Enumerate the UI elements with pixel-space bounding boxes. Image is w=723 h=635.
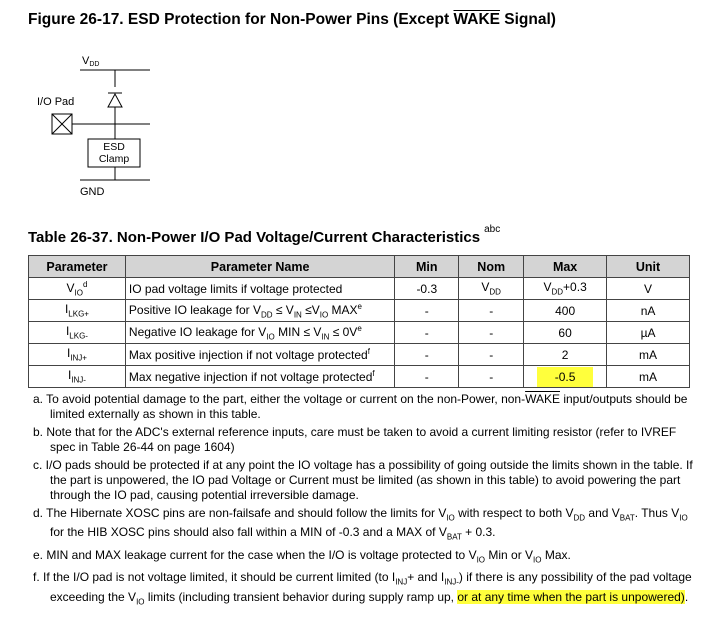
min-cell: - [395,366,459,388]
table-row [29,344,690,366]
unit-cell: µA [607,322,690,344]
parameter-name-cell: Negative IO leakage for $V_{IO}$ MIN ≤ $V_{IN} \le 0V^e$ [125,322,394,344]
unit-cell: nA [607,300,690,322]
min-cell: - [395,344,459,366]
parameter-cell: $I_{INJ+}$ [29,344,126,366]
esd-clamp-label-line1: ESD [103,141,125,153]
footnote: d. The Hibernate XOSC pins are non-failsafe and should follow the limits for $V_{IO}$ with respect to both $V_{DD}$ and $V_{BAT}$. Thus $V_{IO}$ for the HIB XOSC pins should also fall within a MIN of -0.3 and a MAX of $V_{BAT} + 0.3$. [33,506,688,542]
header-unit: Unit [607,256,690,278]
header-max: Max [524,256,607,278]
unit-cell: mA [607,366,690,388]
gnd-label: GND [80,186,105,198]
footnote: e. MIN and MAX leakage current for the case when the I/O is voltage protected to $V_{IO}$ Min or $V_{IO}$ Max. [33,547,571,565]
max-cell [524,366,607,388]
footnote: c. I/O pads should be protected if at any point the IO voltage has a possibility of going outside the limits shown in the table. If the part is unpowered, the IO pad Voltage or Current must be limited (as shown in this table) to avoid powering the part through the IO pad, causing potential irreversible damage. [33,458,693,502]
parameter-name-cell: Max positive injection if not voltage protected$^f$ [125,344,394,366]
header-parameter: Parameter [29,256,126,278]
max-cell: 60 [524,322,607,344]
table-row [29,300,690,322]
parameter-cell: $I_{INJ-}$ [29,366,126,388]
nom-cell: - [459,300,524,322]
esd-clamp-label-line2: Clamp [98,153,130,165]
nom-cell: - [459,322,524,344]
header-nom: Nom [459,256,524,278]
max-cell: $V_{DD}+0.3$ [524,278,607,300]
parameter-name-cell: Max negative injection if not voltage protected$^f$ [125,366,394,388]
footnote: b. Note that for the ADC's external reference inputs, care must be taken to avoid a current limiting resistor (refer to IVREF spec in Table 26-44 on page 1604) [33,425,677,454]
footnote: f. If the I/O pad is not voltage limited, it should be current limited (to $I_{INJ}+$ and $I_{INJ-}$) if there is any possibility of the pad voltage exceeding the $V_{IO}$ limits (including transient behavior during supply ramp up, or at any time when the part is unpowered). [33,570,692,606]
header-min: Min [395,256,459,278]
figure-title: Figure 26-17. ESD Protection for Non-Power Pins (Except WAKE Signal) [28,11,556,28]
esd-protection-diagram [0,44,200,204]
footnote: a. To avoid potential damage to the part, either the voltage or current on the non-Power, non-WAKE input/outputs should be limited externally as shown in this table. [33,392,688,421]
nom-cell: - [459,344,524,366]
table-title: Table 26-37. Non-Power I/O Pad Voltage/Current Characteristics $^{abc}$ [28,224,501,246]
parameter-cell: $V_{IO}^d$ [29,278,126,300]
table-row [29,278,690,300]
io-pad-label: I/O Pad [37,96,75,108]
parameter-cell: $I_{LKG+}$ [29,300,126,322]
unit-cell: mA [607,344,690,366]
nom-cell: - [459,366,524,388]
parameter-cell: $I_{LKG-}$ [29,322,126,344]
unit-cell: V [607,278,690,300]
max-cell: 400 [524,300,607,322]
highlighted-max-value: -0.5 [537,367,594,387]
table-row [29,366,690,388]
table-notes [33,392,703,612]
min-cell: - [395,300,459,322]
max-cell: 2 [524,344,607,366]
vdd-label: VDD [82,55,100,68]
nom-cell: $V_{DD}$ [459,278,524,300]
min-cell: -0.3 [395,278,459,300]
table-title-footnotes: abc [484,224,501,235]
table-header-row [29,256,690,278]
min-cell: - [395,322,459,344]
header-parameter-name: Parameter Name [125,256,394,278]
table-row [29,322,690,344]
characteristics-table [28,255,690,388]
parameter-name-cell: Positive IO leakage for $V_{DD} \le V_{IN} \le V_{IO}$ MAX$^e$ [125,300,394,322]
parameter-name-cell: IO pad voltage limits if voltage protected [125,278,394,300]
